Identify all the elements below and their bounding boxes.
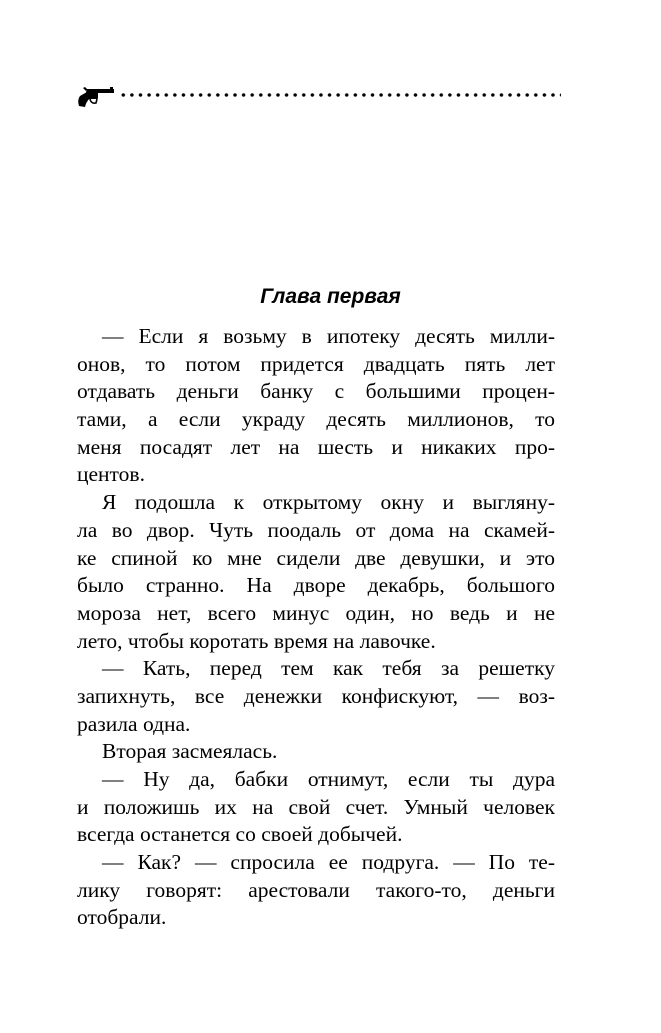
text-line: отобрали. — [77, 905, 167, 930]
text-line: лику говорят: арестовали такого-то, деньги — [77, 877, 555, 902]
text-line: мороза нет, всего минус один, но ведь и не — [77, 600, 555, 625]
chapter-title: Глава первая — [260, 285, 401, 308]
text-line: Я подошла к открытому окну и выгляну- — [102, 490, 555, 515]
text-line: ла во двор. Чуть поодаль от дома на скамей- — [77, 517, 555, 542]
text-line: онов, то потом придется двадцать пять лет — [77, 351, 555, 376]
text-line: центов. — [77, 462, 145, 487]
body-text — [77, 323, 555, 932]
revolver-icon — [77, 86, 115, 110]
text-line: разила одна. — [77, 711, 191, 736]
text-line: Вторая засмеялась. — [102, 739, 278, 764]
text-line: лето, чтобы коротать время на лавочке. — [77, 628, 436, 653]
text-line: было странно. На дворе декабрь, большого — [77, 573, 555, 598]
text-line: всегда останется со своей добычей. — [77, 822, 403, 847]
text-line: — Ну да, бабки отнимут, если ты дура — [102, 767, 555, 791]
text-line: запихнуть, все денежки конфискуют, — воз- — [77, 683, 555, 708]
text-line: — Как? — спросила ее подруга. — По те- — [102, 850, 555, 875]
dotted-rule — [119, 92, 561, 98]
text-line: отдавать деньги банку с большими процен- — [77, 379, 555, 404]
text-line: тами, а если украду десять миллионов, то — [77, 407, 555, 432]
text-line: — Если я возьму в ипотеку десять милли- — [102, 324, 555, 348]
text-line: ке спиной ко мне сидели две девушки, и это — [77, 545, 555, 570]
header-ornament — [77, 86, 561, 110]
text-line: — Кать, перед тем как тебя за решетку — [102, 656, 555, 681]
text-line: меня посадят лет на шесть и никаких про- — [77, 434, 555, 459]
text-line: и положишь их на свой счет. Умный человек — [77, 794, 555, 819]
